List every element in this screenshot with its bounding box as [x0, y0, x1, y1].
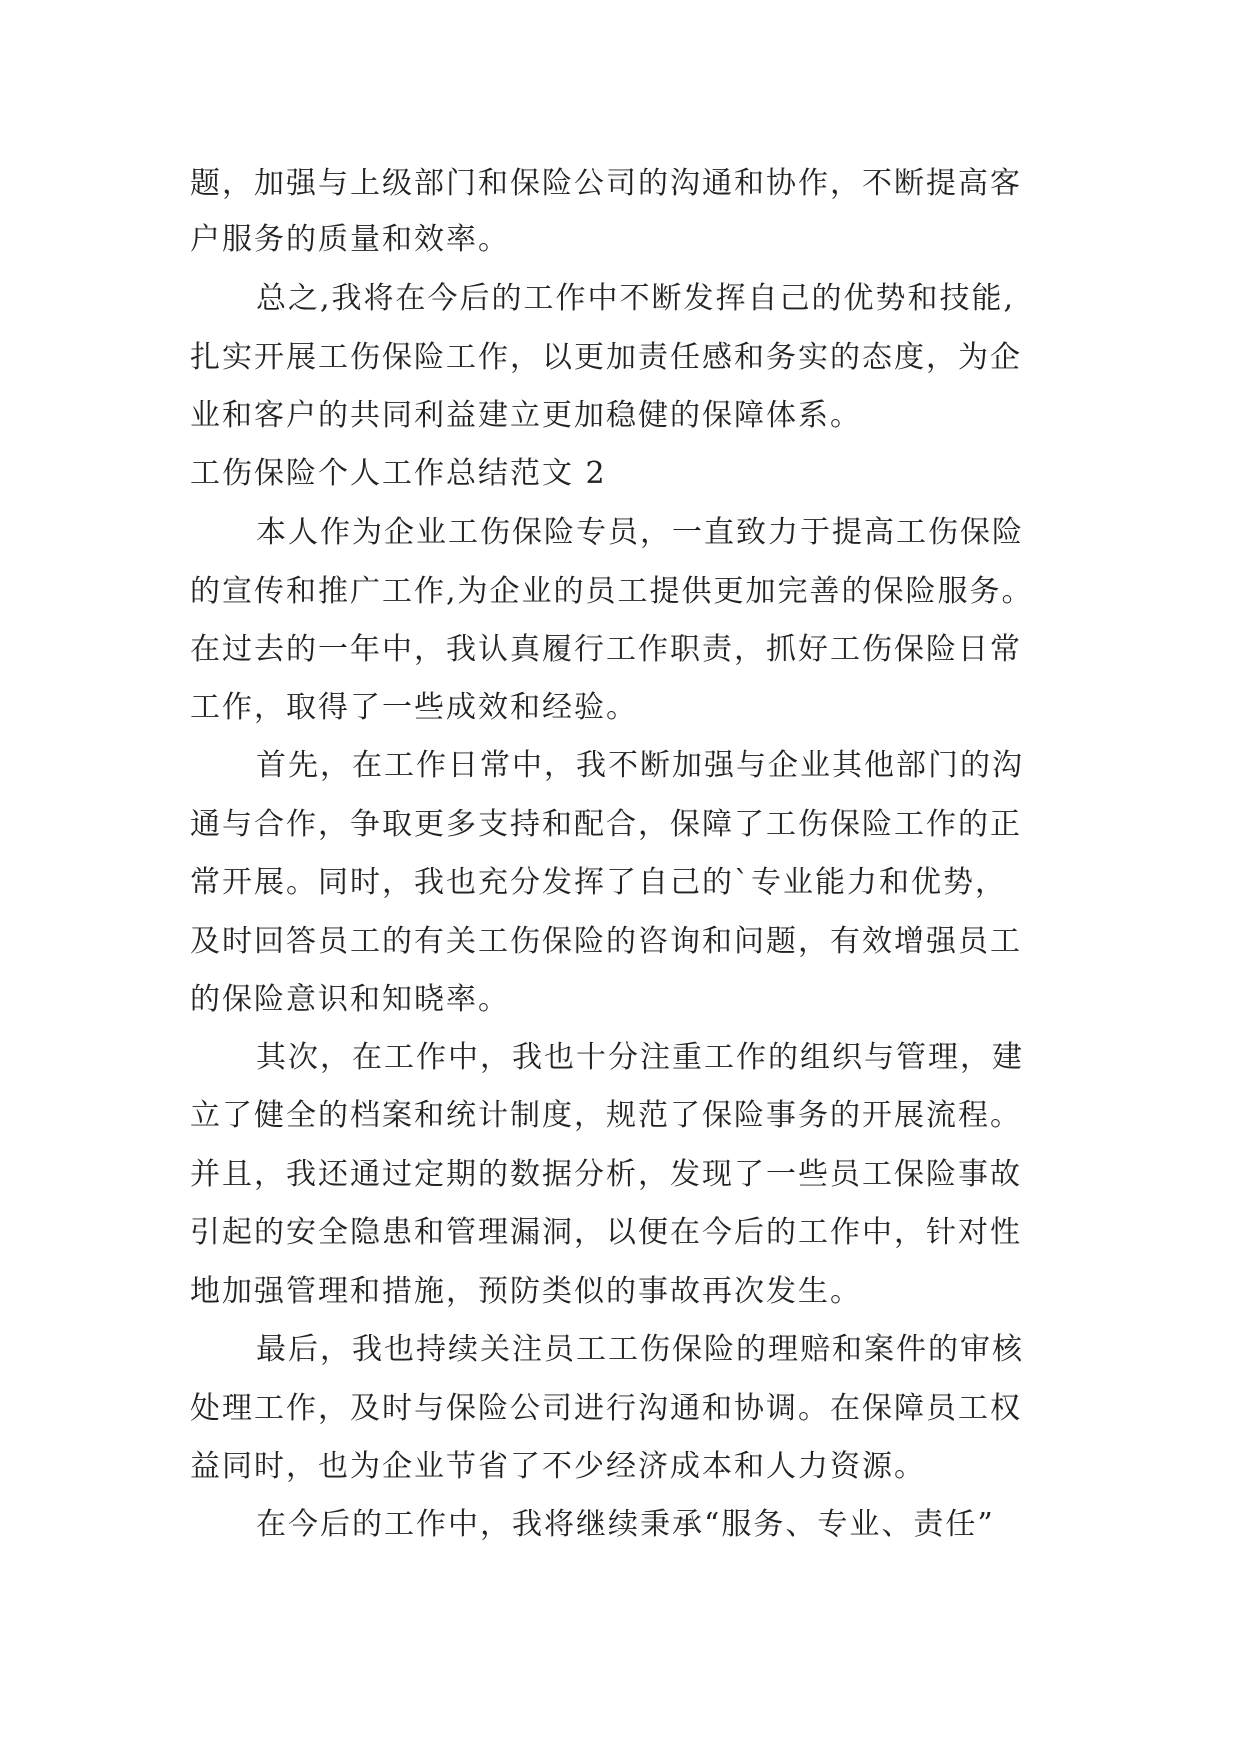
text-line: 本人作为企业工伤保险专员，一直致力于提高工伤保险: [256, 515, 1024, 550]
text-line: 户服务的质量和效率。: [190, 222, 510, 257]
text-line: 总之,我将在今后的工作中不断发挥自己的优势和技能,: [256, 281, 1016, 316]
text-line: 在今后的工作中，我将继续秉承“服务、专业、责任”: [256, 1507, 995, 1542]
text-line: 扎实开展工伤保险工作，以更加责任感和务实的态度，为企: [190, 340, 1022, 375]
text-line: 引起的安全隐患和管理漏洞，以便在今后的工作中，针对性: [190, 1215, 1022, 1250]
text-line: 业和客户的共同利益建立更加稳健的保障体系。: [190, 398, 862, 433]
text-line: 工作，取得了一些成效和经验。: [190, 690, 638, 725]
text-line: 通与合作，争取更多支持和配合，保障了工伤保险工作的正: [190, 807, 1022, 842]
text-line: 地加强管理和措施，预防类似的事故再次发生。: [190, 1274, 862, 1309]
text-line: 并且，我还通过定期的数据分析，发现了一些员工保险事故: [190, 1157, 1022, 1192]
text-line: 的宣传和推广工作,为企业的员工提供更加完善的保险服务。: [190, 574, 1034, 609]
section-heading: 工伤保险个人工作总结范文 2: [190, 456, 607, 491]
text-line: 及时回答员工的有关工伤保险的咨询和问题，有效增强员工: [190, 924, 1022, 959]
text-line: 其次，在工作中，我也十分注重工作的组织与管理，建: [256, 1040, 1024, 1075]
text-line: 益同时，也为企业节省了不少经济成本和人力资源。: [190, 1449, 926, 1484]
text-line: 题，加强与上级部门和保险公司的沟通和协作，不断提高客: [190, 166, 1022, 201]
text-line: 处理工作，及时与保险公司进行沟通和协调。在保障员工权: [190, 1391, 1022, 1426]
text-line: 立了健全的档案和统计制度，规范了保险事务的开展流程。: [190, 1098, 1022, 1133]
text-line: 常开展。同时，我也充分发挥了自己的`专业能力和优势，: [190, 865, 1007, 900]
text-line: 最后，我也持续关注员工工伤保险的理赔和案件的审核: [256, 1332, 1024, 1367]
text-line: 的保险意识和知晓率。: [190, 982, 510, 1017]
text-line: 在过去的一年中，我认真履行工作职责，抓好工伤保险日常: [190, 632, 1022, 667]
text-line: 首先，在工作日常中，我不断加强与企业其他部门的沟: [256, 748, 1024, 783]
